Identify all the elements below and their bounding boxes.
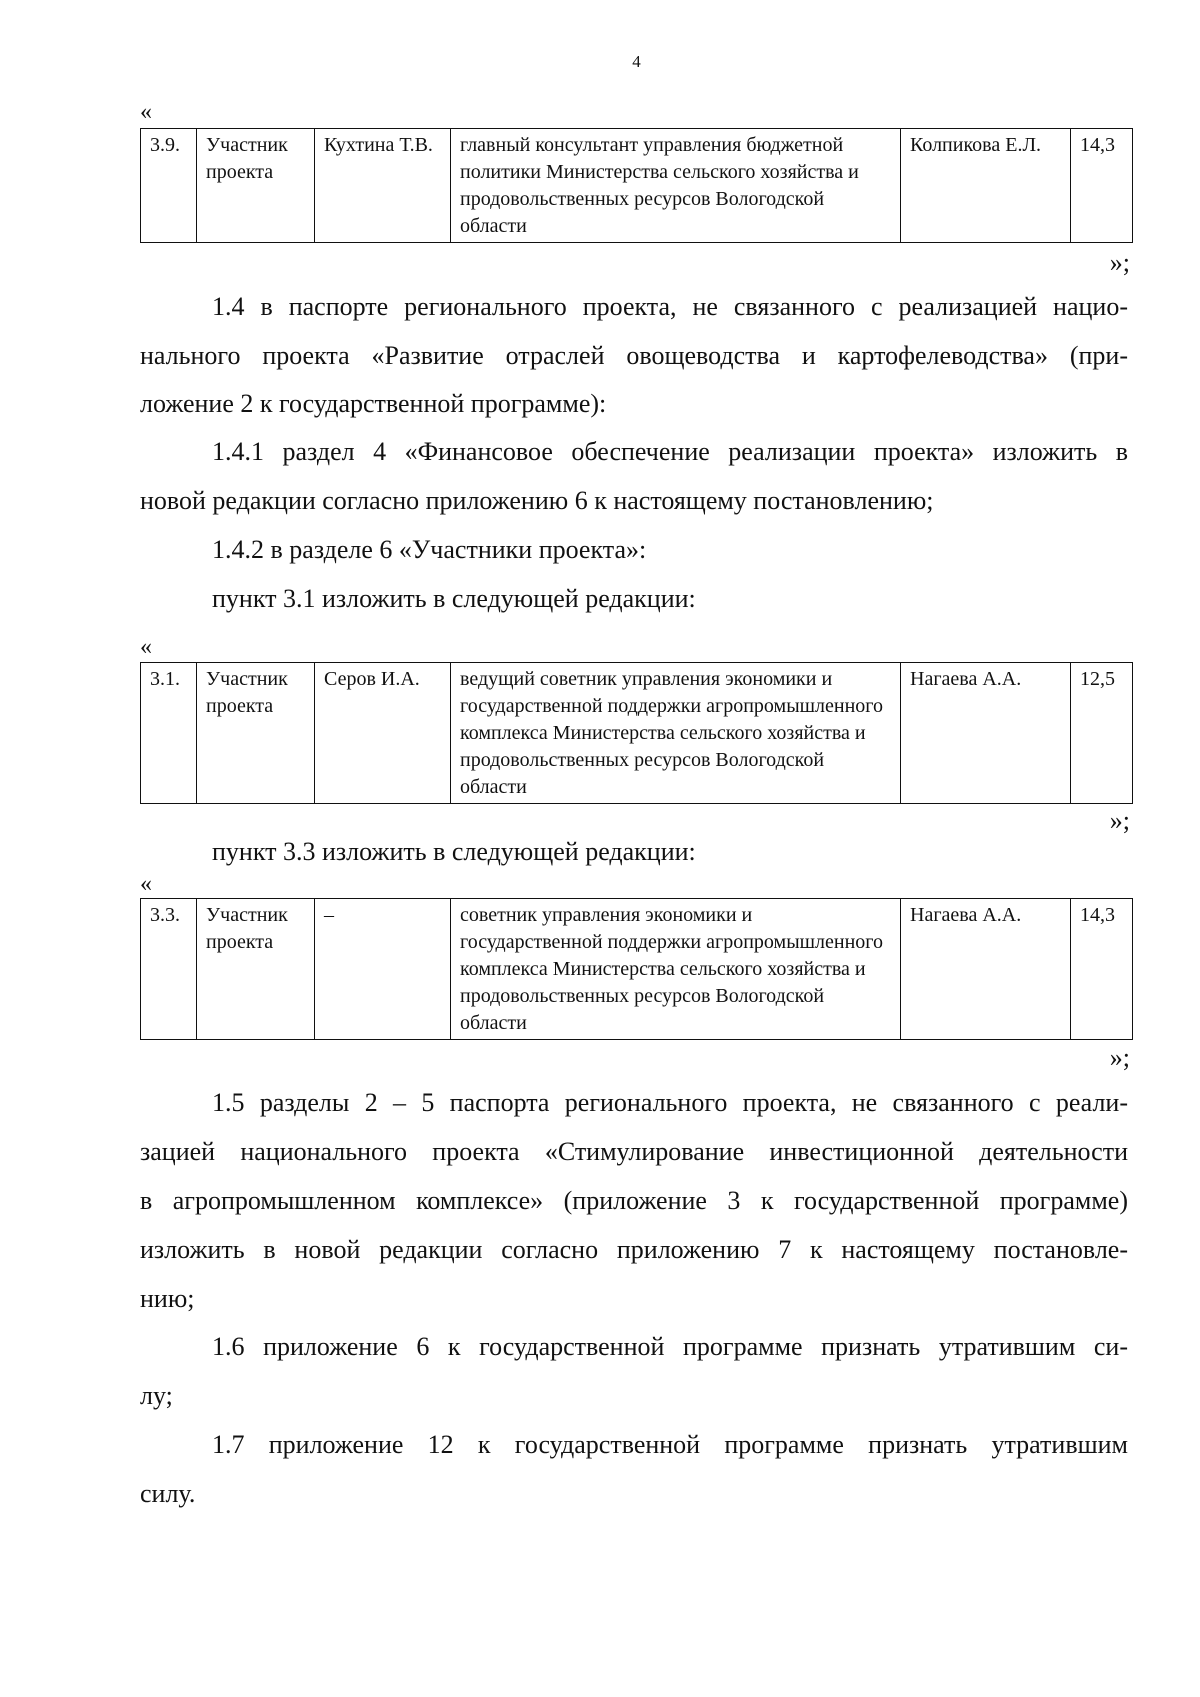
paragraph-1-5-line: 1.5 разделы 2 – 5 паспорта регионального проекта, не связанного с реали-: [212, 1088, 1128, 1117]
paragraph-1-7-line: 1.7 приложение 12 к государственной программе признать утратившим: [212, 1430, 1128, 1459]
paragraph-3-1-intro: пункт 3.1 изложить в следующей редакции:: [212, 584, 696, 613]
cell-share: 14,3: [1071, 899, 1133, 1040]
quote-open: «: [140, 99, 152, 125]
cell-name: –: [315, 899, 451, 1040]
paragraph-1-5-line: изложить в новой редакции согласно приложению 7 к настоящему постановле-: [140, 1235, 1128, 1264]
paragraph-1-5-line: зацией национального проекта «Стимулирование инвестиционной деятельности: [140, 1137, 1128, 1166]
table-row: [141, 663, 1133, 804]
page-number: 4: [632, 52, 641, 71]
paragraph-3-3-intro: пункт 3.3 изложить в следующей редакции:: [212, 837, 696, 866]
participant-table-3-9: [140, 128, 1133, 243]
paragraph-1-4-1-line: 1.4.1 раздел 4 «Финансовое обеспечение реализации проекта» изложить в: [212, 437, 1128, 466]
quote-close: »;: [1109, 1043, 1130, 1072]
cell-manager: Нагаева А.А.: [901, 663, 1071, 804]
paragraph-1-4-line: нального проекта «Развитие отраслей овощеводства и картофелеводства» (при-: [140, 341, 1128, 370]
paragraph-1-6-line: лу;: [140, 1381, 173, 1410]
quote-open: «: [140, 871, 152, 897]
cell-position: ведущий советник управления экономики и государственной поддержки агропромышленного комплекса Министерства сельского хозяйства и продовольственных ресурсов Вологодской области: [451, 663, 901, 804]
cell-role: Участник проекта: [197, 129, 315, 243]
cell-position: советник управления экономики и государственной поддержки агропромышленного комплекса Министерства сельского хозяйства и продовольственных ресурсов Вологодской области: [451, 899, 901, 1040]
cell-position: главный консультант управления бюджетной политики Министерства сельского хозяйства и продовольственных ресурсов Вологодской области: [451, 129, 901, 243]
paragraph-1-4-2: 1.4.2 в разделе 6 «Участники проекта»:: [212, 535, 647, 564]
paragraph-1-5-line: в агропромышленном комплексе» (приложение 3 к государственной программе): [140, 1186, 1128, 1215]
paragraph-1-7-line: силу.: [140, 1479, 196, 1508]
participant-table-3-3: [140, 898, 1133, 1040]
cell-name: Серов И.А.: [315, 663, 451, 804]
cell-role: Участник проекта: [197, 899, 315, 1040]
quote-open: «: [140, 634, 152, 660]
paragraph-1-4-line: ложение 2 к государственной программе):: [140, 389, 607, 418]
paragraph-1-5-line: нию;: [140, 1284, 195, 1313]
cell-manager: Колпикова Е.Л.: [901, 129, 1071, 243]
cell-number: 3.3.: [141, 899, 197, 1040]
cell-role: Участник проекта: [197, 663, 315, 804]
cell-manager: Нагаева А.А.: [901, 899, 1071, 1040]
cell-share: 14,3: [1071, 129, 1133, 243]
cell-number: 3.1.: [141, 663, 197, 804]
paragraph-1-6-line: 1.6 приложение 6 к государственной программе признать утратившим си-: [212, 1332, 1128, 1361]
table-row: [141, 899, 1133, 1040]
cell-name: Кухтина Т.В.: [315, 129, 451, 243]
paragraph-1-4-line: 1.4 в паспорте регионального проекта, не связанного с реализацией нацио-: [212, 292, 1128, 321]
cell-share: 12,5: [1071, 663, 1133, 804]
table-row: [141, 129, 1133, 243]
quote-close: »;: [1109, 248, 1130, 277]
paragraph-1-4-1-line: новой редакции согласно приложению 6 к настоящему постановлению;: [140, 486, 934, 515]
participant-table-3-1: [140, 662, 1133, 804]
cell-number: 3.9.: [141, 129, 197, 243]
quote-close: »;: [1109, 806, 1130, 835]
